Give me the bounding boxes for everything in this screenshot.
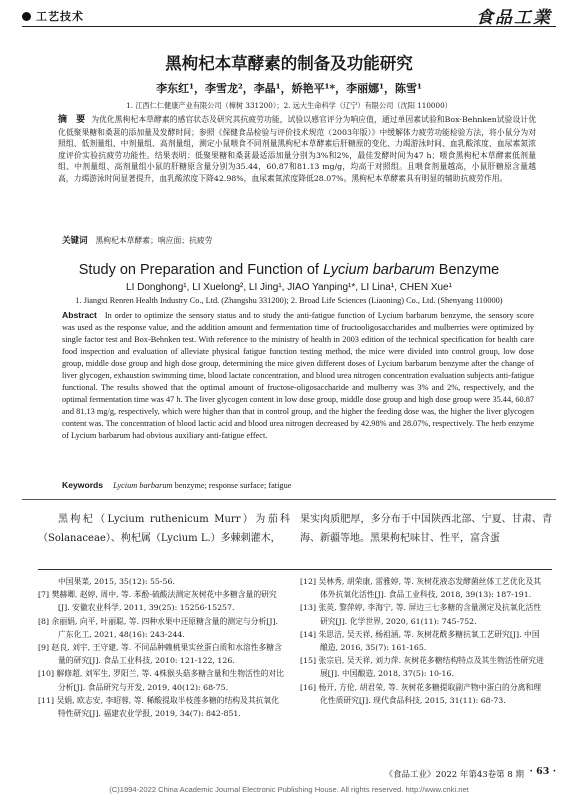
en-keywords-label: Keywords [62,480,104,490]
intro-left-column: 黑枸杞（Lycium ruthenicum Murr）为茄科（Solanaceae）、枸杞属（Lycium L.）多棘刺灌木， [38,514,290,544]
reference-text: 杨开, 方伦, 胡君荣, 等. 灰树花多糖提取副产物中蛋白的分离和理化性质研究[J]. 现代食品科技, 2015, 31(11): 68-73. [318,682,542,705]
references-left-column [38,575,284,720]
en-abstract-label: Abstract [62,310,97,320]
cn-title: 黑枸杞本草酵素的制备及功能研究 [165,54,413,73]
reference-number: [11] [38,695,55,705]
cn-affiliation: 1. 江西仁仁健康产业有限公司（樟树 331200）；2. 远大生命科学（辽宁）有限公司（沈阳 110000） [126,101,452,110]
reference-text: 余丽娟, 向平, 叶丽聪, 等. 四种水果中还原糖含量的测定与分析[J]. 广东化工, 2021, 48(16): 243-244. [51,616,278,639]
reference-item [38,694,284,720]
reference-number: [16] [300,682,317,692]
cn-abstract-text: 为优化黑枸杞本草酵素的感官状态及研究其抗疲劳功能，试验以感官评分为响应值，通过单因素试验和Box-Behnken试验设计优化低聚果糖和桑葚的添加量及发酵时间；参照《保健食品检验与评价技术规范（2003年版）》中缓解体力疲劳功能检验方法，将小鼠分为对照组、低剂量组、中剂量组、高剂量组，测定小鼠喂食不同剂量黑枸杞本草酵素后肝糖原的变化、力竭游泳时间、血乳酸浓度、血尿素氮浓度评价实验抗疲劳功能性。结果表明：低聚果糖和桑葚最适添加量分别为3%和2%，最佳发酵时间为47 h；喂食黑枸杞本草酵素低剂量组、中剂量组、高剂量组小鼠的肝糖原含量分别为35.44，60.87和81.13 mg/g，均高于对照组。且喂食剂量越高，小鼠肝糖原含量越高，力竭游泳时间显著提升，血乳酸浓度下降42.98%，血尿素氮浓度降低28.07%。黑枸杞本草酵素具有明显的辅助抗疲劳作用。 [58,115,536,183]
copyright-line: (C)1994-2022 China Academic Journal Electronic Publishing House. All rights reserved. http://www.cnki.net [109,785,469,794]
cn-keywords [62,234,212,246]
reference-text: 吴林秀, 胡荣康, 雷雅婷, 等. 灰树花液态发酵菌丝体工艺优化及其体外抗氧化活性[J]. 食品工业科技, 2018, 39(13): 187-191. [318,577,542,600]
reference-item [300,575,546,601]
en-keywords-italic: Lycium barbarum [113,481,173,490]
reference-number: [12] [300,577,317,586]
reference-text: 解修超, 刘军生, 罗阳兰, 等. 4株猴头菇多糖含量和生物活性的对比分析[J]. 食品研究与开发, 2019, 40(12): 68-75. [56,669,285,692]
cn-authors: 李东红¹，李雪龙²，李晶¹，娇艳平¹*，李丽娜¹，陈雪¹ [156,82,422,95]
reference-text: 张宗启, 吴天祥, 刘力萍. 灰树花多糖结构特点及其生物活性研究进展[J]. 中国酿造, 2018, 37(5): 10-16. [318,656,544,679]
en-authors: LI Donghong¹, LI Xuelong², LI Jing¹, JIAO Yanping¹*, LI Lina¹, CHEN Xue¹ [126,282,452,293]
en-title-text: Study on Preparation and Function of [78,262,323,278]
intro-right-column: 果实肉质肥厚，多分布于中国陕西北部、宁夏、甘肃、青海、新疆等地。黑果枸杞味甘、性平，富含蛋 [300,514,552,544]
en-affiliation: 1. Jiangxi Renren Health Industry Co., Ltd. (Zhangshu 331200); 2. Broad Life Sciences (Liaoning) Co., Ltd. (Shenyang 110000) [75,296,503,305]
reference-item [38,588,284,614]
page-number: · 63 · [529,766,556,777]
reference-item [300,681,546,707]
references-rule [38,569,552,570]
en-abstract-text: In order to optimize the sensory status and to study the anti-fatigue function of Lycium barbarum benzyme, the sensory score was used as the response value, and the addition amount and fermentation time of fructooligosaccharides and mulberries were optimized by single factor test and Box-Behnken test. With reference to the ministry of health in 2003 edition of the technical specification for health care food inspection and evaluation of alleviate physical fatigue function testing method, the mice were divided into control group, low dose group, middle dose group and high dose group, determining the mice given different doses of Lycium barbarum benzyme after the change of liver glycogen, exhaustion swimming time, blood lactate concentration, and blood urea nitrogen concentration evaluation subjects anti-fatigue functional. The results showed that the optimal amount of fructose-oligosaccharide and mulberry was 3% and 2%, respectively, and the optimal fermentation time was 47 h. The liver glycogen content in low dose group, middle dose group and high dose group were 35.44, 60.87 and 81.13 mg/g, respectively, which were higher than that in control group, and the higher the feeding dose was, the higher the liver glycogen content was. The concentration of blood lactic acid and blood urea nitrogen decreased by 42.98% and 28.07%, respectively. The herb enzyme of Lycium barbarum had obvious auxiliary anti-fatigue effect. [62,311,534,441]
cn-abstract-label: 摘 要 [58,115,86,125]
en-title-end: Benzyme [434,262,500,278]
en-title-italic: Lycium barbarum [323,262,435,278]
en-abstract [62,309,534,443]
section-text: 工艺技术 [36,10,84,23]
cn-keywords-label: 关键词 [62,236,88,246]
reference-number: [7] [38,590,50,600]
cn-keywords-text: 黑枸杞本草酵素；响应面；抗疲劳 [95,236,213,245]
reference-number: [9] [38,643,50,653]
reference-text: 樊赫卿, 赵婷, 周中, 等. 苯酚-硫酸法测定灰树花中多糖含量的研究[J]. 安徽农业科学, 2011, 39(25): 15256-15257. [51,590,277,613]
journal-issue: 《食品工业》2022 年第43卷第 8 期 [384,770,524,780]
journal-logo: 食品工業 [476,8,552,28]
reference-number: [14] [300,629,317,639]
reference-number: [10] [38,669,55,679]
reference-text: 朱思洁, 吴天祥, 杨祖涵, 等. 灰树花酰多糖抗氧工艺研究[J]. 中国酿造, 2016, 35(7): 161-165. [318,629,540,653]
references-right-column [300,575,546,707]
en-keywords-text: benzyme; response surface; fatigue [172,481,292,490]
reference-text: 中国果菜, 2015, 35(12): 55-56. [58,577,175,586]
reference-number: [13] [300,603,317,613]
reference-text: 赵良, 刘宇, 王守建, 等. 不同品种赖桃果实丝蛋白质和水溶性多糖含量的研究[J]. 食品工业科技, 2010: 121-122, 126. [51,643,282,666]
bullet-icon [22,12,31,21]
reference-item [300,628,546,654]
reference-text: 张英, 黎萍婷, 李海宁, 等. 屏边三七多糖的含量测定及抗氧化活性研究[J]. 化学世界, 2020, 61(11): 745-752. [318,603,542,626]
header-rule [22,26,556,27]
reference-text: 吴娟, 欧志安, 李昭蓉, 等. 稀酸提取半枝莲多糖的结构及其抗氧化特性研究[J]. 福建农业学报, 2019, 34(7): 842-851. [56,695,280,719]
reference-item [300,654,546,680]
reference-item [300,601,546,627]
cn-abstract [58,114,536,185]
reference-item [38,641,284,667]
reference-item [38,667,284,693]
reference-item [38,615,284,641]
en-title [0,262,578,278]
section-divider [22,499,556,500]
reference-number: [15] [300,656,317,666]
en-keywords [62,480,291,490]
reference-item [38,575,284,588]
reference-number: [8] [38,616,50,626]
section-label [22,8,84,24]
page-header [0,0,578,30]
